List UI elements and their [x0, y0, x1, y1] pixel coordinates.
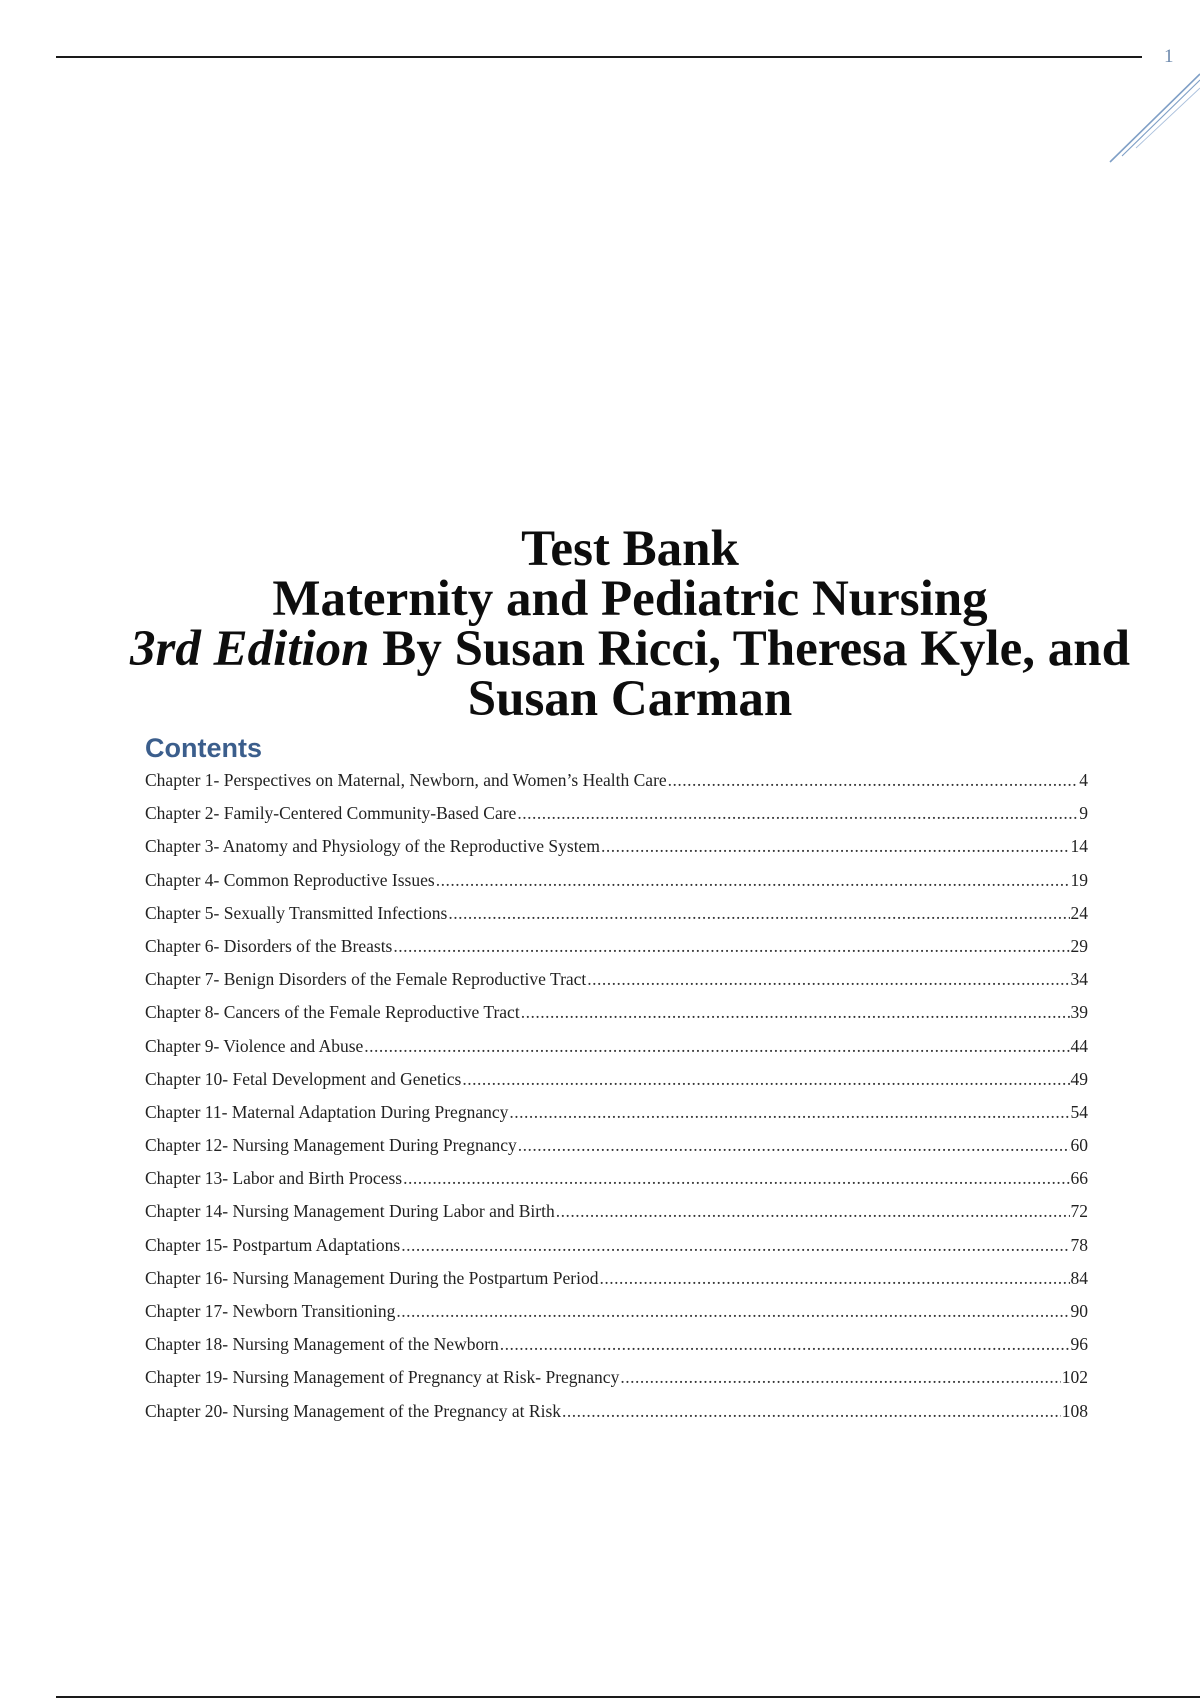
toc-entry[interactable] — [145, 1235, 1088, 1268]
toc-entry-page: 90 — [1070, 1301, 1088, 1321]
toc-entry-label: Chapter 2- Family-Centered Community-Based Care — [145, 803, 517, 824]
toc-dot-leader — [668, 770, 1079, 791]
toc-entry[interactable] — [145, 936, 1088, 969]
toc-entry-label: Chapter 4- Common Reproductive Issues — [145, 869, 435, 890]
toc-dot-leader — [556, 1201, 1070, 1222]
toc-entry-page: 96 — [1070, 1334, 1088, 1355]
toc-dot-leader — [587, 969, 1069, 990]
toc-dot-leader — [462, 1069, 1069, 1090]
toc-entry-page: 24 — [1070, 902, 1088, 923]
toc-entry[interactable] — [145, 1069, 1088, 1102]
toc-dot-leader — [509, 1102, 1069, 1123]
toc-entry[interactable] — [145, 1201, 1088, 1234]
toc-entry[interactable] — [145, 1002, 1088, 1035]
table-of-contents — [145, 770, 1088, 1434]
toc-entry-page: 84 — [1070, 1267, 1088, 1288]
toc-entry[interactable] — [145, 770, 1088, 803]
toc-entry[interactable] — [145, 903, 1088, 936]
title-line-4: Susan Carman — [467, 671, 793, 727]
corner-accent-line-1 — [1110, 74, 1200, 162]
toc-entry-page: 66 — [1070, 1168, 1088, 1189]
toc-entry[interactable] — [145, 836, 1088, 869]
toc-entry-label: Chapter 12- Nursing Management During Pregnancy — [145, 1135, 517, 1156]
toc-entry[interactable] — [145, 1401, 1088, 1434]
toc-dot-leader — [562, 1401, 1061, 1422]
toc-dot-leader — [521, 1002, 1070, 1023]
toc-entry-page: 78 — [1070, 1234, 1088, 1255]
toc-entry[interactable] — [145, 1301, 1088, 1334]
authors-text-1: By Susan Ricci, Theresa Kyle, and — [369, 621, 1130, 677]
toc-entry[interactable] — [145, 1168, 1088, 1201]
toc-entry-page: 19 — [1070, 869, 1088, 890]
title-line-1: Test Bank — [521, 521, 739, 577]
title-line-3 — [100, 621, 1160, 677]
header-rule — [56, 56, 1142, 58]
toc-entry-label: Chapter 5- Sexually Transmitted Infections — [145, 902, 448, 923]
toc-entry-label: Chapter 19- Nursing Management of Pregnancy at Risk- Pregnancy — [145, 1367, 620, 1388]
toc-entry-label: Chapter 3- Anatomy and Physiology of the Reproductive System — [145, 836, 600, 857]
toc-entry-label: Chapter 13- Labor and Birth Process — [145, 1168, 403, 1189]
toc-entry-page: 54 — [1070, 1101, 1088, 1122]
toc-dot-leader — [599, 1268, 1069, 1289]
toc-dot-leader — [517, 803, 1078, 824]
corner-accent-lines — [1100, 60, 1200, 170]
title-line-2: Maternity and Pediatric Nursing — [272, 571, 988, 627]
toc-entry-label: Chapter 7- Benign Disorders of the Female Reproductive Tract — [145, 969, 587, 990]
toc-entry-label: Chapter 8- Cancers of the Female Reproductive Tract — [145, 1002, 520, 1023]
toc-entry-label: Chapter 6- Disorders of the Breasts — [145, 935, 393, 956]
toc-entry-label: Chapter 15- Postpartum Adaptations — [145, 1234, 401, 1255]
toc-entry[interactable] — [145, 870, 1088, 903]
toc-entry[interactable] — [145, 1334, 1088, 1367]
toc-entry-label: Chapter 9- Violence and Abuse — [145, 1035, 364, 1056]
toc-entry-page: 34 — [1070, 969, 1088, 990]
toc-entry-page: 9 — [1079, 803, 1088, 824]
toc-entry[interactable] — [145, 1102, 1088, 1135]
toc-dot-leader — [396, 1301, 1069, 1322]
toc-entry-page: 39 — [1070, 1002, 1088, 1023]
toc-entry-label: Chapter 20- Nursing Management of the Pregnancy at Risk — [145, 1400, 562, 1421]
toc-entry-label: Chapter 11- Maternal Adaptation During Pregnancy — [145, 1101, 509, 1122]
corner-accent-line-3 — [1136, 88, 1200, 148]
toc-entry[interactable] — [145, 803, 1088, 836]
toc-entry-label: Chapter 17- Newborn Transitioning — [145, 1301, 396, 1321]
toc-entry-label: Chapter 18- Nursing Management of the Newborn — [145, 1334, 499, 1355]
toc-dot-leader — [500, 1334, 1070, 1355]
toc-entry[interactable] — [145, 1268, 1088, 1301]
toc-entry-page: 14 — [1070, 836, 1088, 857]
footer-rule — [56, 1696, 1200, 1698]
toc-entry-page: 72 — [1070, 1201, 1088, 1222]
toc-entry-page: 4 — [1079, 770, 1088, 790]
toc-entry-label: Chapter 10- Fetal Development and Genetics — [145, 1068, 462, 1089]
toc-dot-leader — [401, 1235, 1069, 1256]
toc-entry[interactable] — [145, 1135, 1088, 1168]
toc-entry-page: 29 — [1070, 935, 1088, 956]
toc-entry-label: Chapter 14- Nursing Management During Labor and Birth — [145, 1201, 555, 1222]
edition-text: 3rd Edition — [130, 621, 370, 677]
toc-entry-page: 49 — [1070, 1068, 1088, 1089]
toc-dot-leader — [436, 870, 1070, 891]
toc-entry-page: 60 — [1070, 1135, 1088, 1156]
document-title — [100, 521, 1160, 727]
toc-entry-page: 44 — [1070, 1035, 1088, 1056]
toc-dot-leader — [620, 1367, 1060, 1388]
toc-entry-label: Chapter 1- Perspectives on Maternal, Newborn, and Women’s Health Care — [145, 770, 667, 790]
toc-dot-leader — [518, 1135, 1070, 1156]
toc-entry[interactable] — [145, 1367, 1088, 1400]
corner-accent-line-2 — [1122, 80, 1200, 156]
contents-heading: Contents — [145, 733, 262, 763]
toc-entry[interactable] — [145, 1036, 1088, 1069]
page-number: 1 — [1164, 46, 1174, 67]
toc-entry[interactable] — [145, 969, 1088, 1002]
toc-dot-leader — [601, 836, 1070, 857]
toc-entry-page: 102 — [1061, 1367, 1088, 1388]
toc-dot-leader — [448, 903, 1069, 924]
toc-entry-label: Chapter 16- Nursing Management During the Postpartum Period — [145, 1267, 599, 1288]
toc-dot-leader — [364, 1036, 1069, 1057]
toc-dot-leader — [393, 936, 1069, 957]
toc-entry-page: 108 — [1061, 1400, 1088, 1421]
toc-dot-leader — [403, 1168, 1069, 1189]
